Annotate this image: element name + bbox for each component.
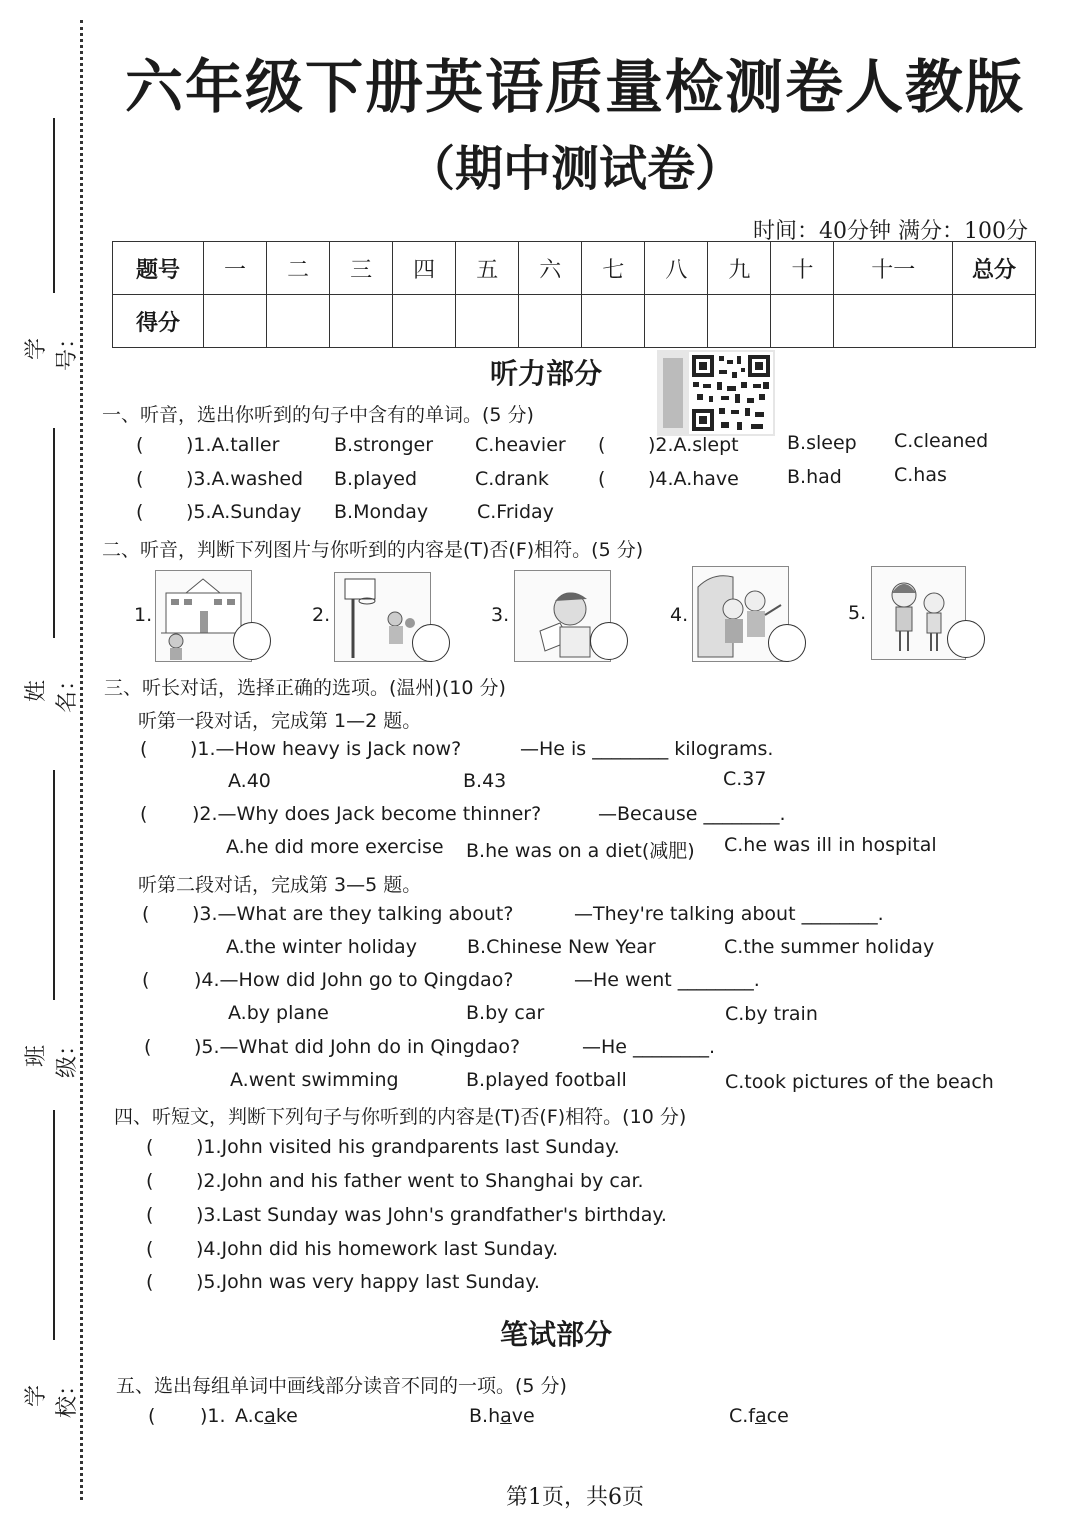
school-line bbox=[53, 1110, 55, 1340]
option-text: B.played bbox=[334, 468, 418, 490]
answer-paren[interactable]: ( bbox=[598, 434, 606, 456]
answer-paren[interactable]: ( bbox=[142, 903, 150, 925]
score-input-cell[interactable] bbox=[393, 295, 456, 348]
option-text: )2.A.slept bbox=[648, 434, 739, 456]
answer-text: —He is ________ kilograms. bbox=[520, 738, 774, 760]
option-text: B.played football bbox=[466, 1069, 627, 1091]
score-input-cell[interactable] bbox=[456, 295, 519, 348]
table-cell: 题号 bbox=[113, 242, 204, 295]
answer-paren[interactable]: ( bbox=[136, 468, 144, 490]
question-number: )1. bbox=[200, 1405, 226, 1427]
picture-number: 4. bbox=[670, 604, 689, 626]
answer-paren[interactable]: ( bbox=[140, 803, 148, 825]
answer-circle[interactable] bbox=[768, 624, 806, 662]
picture-number: 3. bbox=[491, 604, 510, 626]
table-cell: 十 bbox=[771, 242, 834, 295]
answer-paren[interactable]: ( bbox=[140, 738, 148, 760]
student-id-label: 学号： bbox=[24, 327, 80, 372]
writing-section-title: 笔试部分 bbox=[500, 1318, 613, 1351]
answer-paren[interactable]: ( bbox=[136, 434, 144, 456]
score-input-cell[interactable] bbox=[330, 295, 393, 348]
question-text: )4.—How did John go to Qingdao? bbox=[194, 969, 514, 991]
time-info: 时间：40分钟 满分：100分 bbox=[753, 219, 1028, 244]
answer-text: —He ________. bbox=[582, 1036, 716, 1058]
page-title: 六年级下册英语质量检测卷人教版 bbox=[124, 53, 1025, 121]
table-cell: 一 bbox=[204, 242, 267, 295]
answer-circle[interactable] bbox=[412, 624, 450, 662]
answer-paren[interactable]: ( bbox=[142, 969, 150, 991]
answer-paren[interactable]: ( bbox=[146, 1238, 154, 1260]
option-text: C.37 bbox=[723, 768, 767, 790]
option-text: C.he was ill in hospital bbox=[724, 834, 937, 856]
question-text: )2.—Why does Jack become thinner? bbox=[192, 803, 542, 825]
answer-circle[interactable] bbox=[233, 622, 271, 660]
option-text: B.43 bbox=[463, 770, 507, 792]
option-text: C.has bbox=[894, 464, 947, 486]
binding-dotted-line bbox=[80, 20, 83, 1500]
table-cell: 六 bbox=[519, 242, 582, 295]
statement-text: )3.Last Sunday was John's grandfather's birthday. bbox=[196, 1204, 667, 1226]
statement-text: )5.John was very happy last Sunday. bbox=[196, 1271, 540, 1293]
answer-paren[interactable]: ( bbox=[146, 1271, 154, 1293]
class-label: 班级： bbox=[24, 1034, 80, 1079]
part1-heading: 一、听音，选出你听到的句子中含有的单词。(5 分) bbox=[102, 404, 534, 426]
option-text: A.the winter holiday bbox=[226, 936, 417, 958]
option-text: B.sleep bbox=[787, 432, 857, 454]
option-text: C.drank bbox=[475, 468, 549, 490]
option-text: B.Chinese New Year bbox=[467, 936, 656, 958]
option-text: B.he was on a diet(减肥) bbox=[466, 840, 695, 862]
page-footer: 第1页，共6页 bbox=[506, 1485, 644, 1510]
question-text: )3.—What are they talking about? bbox=[192, 903, 514, 925]
part3-heading: 三、听长对话，选择正确的选项。(温州)(10 分) bbox=[104, 677, 506, 699]
answer-text: —He went ________. bbox=[574, 969, 760, 991]
option-text: A.cake bbox=[235, 1405, 298, 1427]
part4-heading: 四、听短文，判断下列句子与你听到的内容是(T)否(F)相符。(10 分) bbox=[114, 1106, 687, 1128]
score-input-cell[interactable] bbox=[519, 295, 582, 348]
answer-paren[interactable]: ( bbox=[136, 501, 144, 523]
listening-section-title: 听力部分 bbox=[490, 357, 603, 390]
table-cell: 九 bbox=[708, 242, 771, 295]
question-text: )1.—How heavy is Jack now? bbox=[190, 738, 462, 760]
score-input-cell[interactable] bbox=[204, 295, 267, 348]
table-cell: 总分 bbox=[953, 242, 1036, 295]
answer-paren[interactable]: ( bbox=[146, 1170, 154, 1192]
picture-number: 5. bbox=[848, 602, 867, 624]
option-text: A.he did more exercise bbox=[226, 836, 444, 858]
option-text: )5.A.Sunday bbox=[186, 501, 302, 523]
option-text: C.face bbox=[729, 1405, 789, 1427]
class-line bbox=[53, 770, 55, 1000]
picture-number: 1. bbox=[134, 604, 153, 626]
score-input-cell[interactable] bbox=[834, 295, 953, 348]
option-text: B.had bbox=[787, 466, 842, 488]
table-cell: 得分 bbox=[113, 295, 204, 348]
option-text: )4.A.have bbox=[648, 468, 739, 490]
option-text: C.took pictures of the beach bbox=[725, 1071, 994, 1093]
school-label: 学校： bbox=[24, 1374, 80, 1419]
table-cell: 十一 bbox=[834, 242, 953, 295]
score-input-cell[interactable] bbox=[953, 295, 1036, 348]
table-cell: 三 bbox=[330, 242, 393, 295]
answer-circle[interactable] bbox=[947, 620, 985, 658]
part5-heading: 五、选出每组单词中画线部分读音不同的一项。(5 分) bbox=[116, 1375, 567, 1397]
answer-paren[interactable]: ( bbox=[144, 1036, 152, 1058]
option-text: A.40 bbox=[228, 770, 271, 792]
option-text: A.went swimming bbox=[230, 1069, 399, 1091]
answer-text: —Because ________. bbox=[598, 803, 786, 825]
score-input-cell[interactable] bbox=[771, 295, 834, 348]
option-text: A.by plane bbox=[228, 1002, 329, 1024]
table-cell: 八 bbox=[645, 242, 708, 295]
option-text: C.cleaned bbox=[894, 430, 989, 452]
answer-paren[interactable]: ( bbox=[146, 1204, 154, 1226]
dialog2-instruction: 听第二段对话，完成第 3—5 题。 bbox=[138, 874, 422, 896]
picture-number: 2. bbox=[312, 604, 331, 626]
statement-text: )1.John visited his grandparents last Sunday. bbox=[196, 1136, 620, 1158]
score-input-cell[interactable] bbox=[645, 295, 708, 348]
part2-heading: 二、听音，判断下列图片与你听到的内容是(T)否(F)相符。(5 分) bbox=[102, 539, 644, 561]
option-text: C.the summer holiday bbox=[724, 936, 935, 958]
score-table-score-row bbox=[113, 295, 1036, 348]
table-cell: 五 bbox=[456, 242, 519, 295]
option-text: B.by car bbox=[466, 1002, 545, 1024]
question-text: )5.—What did John do in Qingdao? bbox=[194, 1036, 521, 1058]
table-cell: 四 bbox=[393, 242, 456, 295]
page-subtitle: （期中测试卷） bbox=[406, 141, 743, 197]
option-text: )1.A.taller bbox=[186, 434, 280, 456]
answer-circle[interactable] bbox=[590, 622, 628, 660]
score-input-cell[interactable] bbox=[708, 295, 771, 348]
option-text: C.by train bbox=[725, 1003, 818, 1025]
answer-paren[interactable]: ( bbox=[598, 468, 606, 490]
qr-code-icon[interactable] bbox=[657, 350, 775, 436]
option-text: B.stronger bbox=[334, 434, 434, 456]
answer-text: —They're talking about ________. bbox=[574, 903, 884, 925]
option-text: C.heavier bbox=[475, 434, 566, 456]
dialog1-instruction: 听第一段对话，完成第 1—2 题。 bbox=[138, 710, 422, 732]
table-cell: 二 bbox=[267, 242, 330, 295]
option-text: B.have bbox=[469, 1405, 535, 1427]
name-line bbox=[53, 428, 55, 638]
option-text: )3.A.washed bbox=[186, 468, 304, 490]
answer-paren[interactable]: ( bbox=[146, 1136, 154, 1158]
option-text: C.Friday bbox=[477, 501, 554, 523]
statement-text: )4.John did his homework last Sunday. bbox=[196, 1238, 559, 1260]
name-label: 姓名： bbox=[24, 669, 80, 714]
score-input-cell[interactable] bbox=[267, 295, 330, 348]
option-text: B.Monday bbox=[334, 501, 429, 523]
statement-text: )2.John and his father went to Shanghai by car. bbox=[196, 1170, 644, 1192]
score-input-cell[interactable] bbox=[582, 295, 645, 348]
score-table-header-row bbox=[113, 242, 1036, 295]
answer-paren[interactable]: ( bbox=[148, 1405, 156, 1427]
table-cell: 七 bbox=[582, 242, 645, 295]
score-table bbox=[112, 241, 1036, 348]
